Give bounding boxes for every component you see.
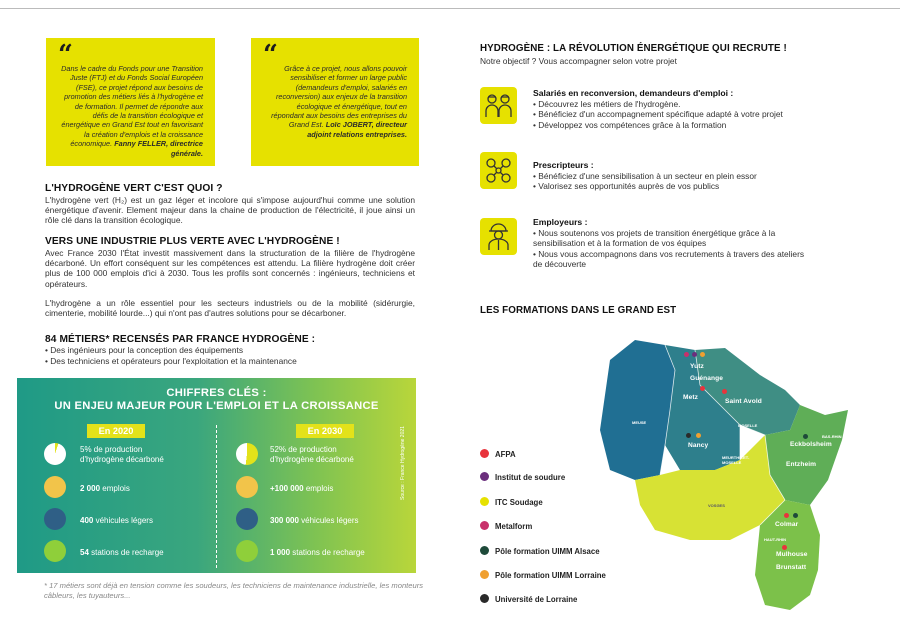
list-item: • Des ingénieurs pour la conception des équipements <box>45 345 244 355</box>
right-title: HYDROGÈNE : LA RÉVOLUTION ÉNERGÉTIQUE QUI RECRUTE ! <box>480 43 787 54</box>
map-marker <box>722 389 727 394</box>
stat-stations-2020: 54 stations de recharge <box>80 548 164 557</box>
quote-text: Grâce à ce projet, nous allons pouvoir sensibiliser et former un large public (demandeurs d'emploi, salariés en reconversion) aux enjeux de la transition écologique et énergétique, tout en répondant aux besoins des entreprises du Grand Est. <box>271 64 407 130</box>
para-france-2030: Avec France 2030 l'État investit massivement dans la structuration de la filière de l'hydrogène décarboné. Un effort conséquent sur les compétences est attendu. La filière hydrogène doit créer plus de 100 000 emplois d'ici à 2030. Tous les profils sont concernés : ingénieurs, techniciens et opérateurs. <box>45 248 415 289</box>
category-list <box>533 171 757 192</box>
list-item: • Développez vos compétences grâce à la formation <box>533 119 727 130</box>
year-badge-2020: En 2020 <box>87 424 145 438</box>
city-label: Saint Avold <box>725 398 762 405</box>
dept-label: BAS-RHIN <box>822 434 842 439</box>
dept-label: MEURTHE-ET-MOSELLE <box>722 455 750 465</box>
city-label: Colmar <box>775 521 799 528</box>
employer-icon <box>480 218 517 255</box>
category-title: Prescripteurs : <box>533 160 594 170</box>
grand-est-map <box>590 330 860 620</box>
city-label: Nancy <box>688 442 709 449</box>
city-label: Brunstatt <box>776 564 807 571</box>
list-item: • Nous vous accompagnons dans vos recrutements à travers des ateliers <box>533 248 805 259</box>
map-marker <box>686 433 691 438</box>
dept-label: VOSGES <box>708 503 725 508</box>
legend-item-universite-lorraine: Université de Lorraine <box>480 594 577 605</box>
quote-author: Loïc JOBERT, directeur adjoint relations entreprises. <box>307 120 407 139</box>
car-icon <box>236 508 258 530</box>
legend-item-itc-soudage: ITC Soudage <box>480 497 543 508</box>
list-item: sensibilisation et à la formation de vos équipes <box>533 238 707 249</box>
list-item: de découverte <box>533 259 587 270</box>
stat-vehicles-2030: 300 000 véhicules légers <box>270 516 359 525</box>
list-item: • Nous soutenons vos projets de transition énergétique grâce à la <box>533 228 776 238</box>
workers-icon <box>480 87 517 124</box>
city-label: Yutz <box>690 363 704 370</box>
panel-title: CHIFFRES CLÉS : <box>166 387 267 399</box>
category-list <box>533 99 783 130</box>
charging-station-icon <box>236 540 258 562</box>
dept-label: MOSELLE <box>738 423 758 428</box>
charging-station-icon <box>44 540 66 562</box>
map-marker <box>793 513 798 518</box>
para-role-essentiel: L'hydrogène a un rôle essentiel pour les secteurs industriels ou de la mobilité (sidérurgie, cimenterie, mobilité lourde...) qui n'ont pas d'autres solutions pour se décarboner. <box>45 298 415 319</box>
formations-title: LES FORMATIONS DANS LE GRAND EST <box>480 305 677 316</box>
stat-jobs-2020: 2 000 emplois <box>80 484 130 493</box>
heading-hydrogene-vert: L'HYDROGÈNE VERT C'EST QUOI ? <box>45 183 223 194</box>
metiers-list <box>45 345 297 366</box>
stat-jobs-2030: +100 000 emplois <box>270 484 334 493</box>
legend-item-afpa: AFPA <box>480 449 516 460</box>
top-rule <box>0 8 900 9</box>
category-list <box>533 228 804 270</box>
list-item: • Découvrez les métiers de l'hydrogène. <box>533 99 681 109</box>
legend-item-metalform: Metalform <box>480 521 532 532</box>
network-icon <box>480 152 517 189</box>
city-label: Mulhouse <box>776 551 808 558</box>
heading-industrie-verte: VERS UNE INDUSTRIE PLUS VERTE AVEC L'HYDROGÈNE ! <box>45 236 340 247</box>
dept-label: MEUSE <box>632 420 647 425</box>
para-hydrogene-vert: L'hydrogène vert (H₂) est un gaz léger et incolore qui s'impose aujourd'hui comme une solution énergétique d'avenir. Element majeur dans la chaine de production de l'électricité, il joue ainsi un rôle clé dans la transition écologique. <box>45 195 415 226</box>
quote-box-director <box>46 38 215 166</box>
category-title: Salariés en reconversion, demandeurs d'emploi : <box>533 88 734 98</box>
legend-item-uimm-lorraine: Pôle formation UIMM Lorraine <box>480 570 606 581</box>
map-marker <box>784 513 789 518</box>
map-marker <box>692 352 697 357</box>
footnote: * 17 métiers sont déjà en tension comme les soudeurs, les techniciens de maintenance industrielle, les monteurs câbleurs, les tuyauteurs... <box>44 581 424 600</box>
list-item: • Bénéficiez d'une sensibilisation à un secteur en plein essor <box>533 171 757 181</box>
car-icon <box>44 508 66 530</box>
pie-icon <box>44 443 66 465</box>
list-item: • Valorisez ses opportunités auprès de vos publics <box>533 181 720 192</box>
stat-production-2030: 52% de production d'hydrogène décarboné <box>270 445 354 464</box>
stat-stations-2030: 1 000 stations de recharge <box>270 548 365 557</box>
pie-icon <box>236 443 258 465</box>
city-label: Eckbolsheim <box>790 441 832 448</box>
city-label: Metz <box>683 394 699 401</box>
category-title: Employeurs : <box>533 217 588 227</box>
list-item: • Bénéficiez d'un accompagnement spécifique adapté à votre projet <box>533 109 783 120</box>
city-label: Entzheim <box>786 461 817 468</box>
legend-item-uimm-alsace: Pôle formation UIMM Alsace <box>480 546 600 557</box>
dept-label: HAUT-RHIN <box>764 537 786 542</box>
source-note: Source : France Hydrogène 2021 <box>400 426 406 500</box>
year-badge-2030: En 2030 <box>296 424 354 438</box>
stat-vehicles-2020: 400 véhicules légers <box>80 516 153 525</box>
column-divider <box>216 425 217 568</box>
map-marker <box>803 434 808 439</box>
panel-subtitle: UN ENJEU MAJEUR POUR L'EMPLOI ET LA CROISSANCE <box>54 400 379 412</box>
workers-icon <box>236 476 258 498</box>
quote-mark-icon: “ <box>58 40 73 70</box>
quote-mark-icon: “ <box>263 40 278 70</box>
heading-84-metiers: 84 MÉTIERS* RECENSÉS PAR FRANCE HYDROGÈNE : <box>45 334 316 345</box>
stat-production-2020: 5% de production d'hydrogène décarboné <box>80 445 164 464</box>
map-marker <box>696 433 701 438</box>
list-item: • Des techniciens et opérateurs pour l'exploitation et la maintenance <box>45 355 297 366</box>
legend-item-institut-soudure: Institut de soudure <box>480 472 565 483</box>
map-marker <box>782 545 787 550</box>
map-marker <box>700 352 705 357</box>
map-marker <box>684 352 689 357</box>
map-marker <box>700 386 705 391</box>
quote-text: Dans le cadre du Fonds pour une Transition Juste (FTJ) et du Fonds Social Européen (FSE), ce projet répond aux besoins de promotion des métiers liés à l'hydrogène et de formation. Il permet de répondre aux défis de la transition écologique et énergétique en Grand Est tout en favorisant la création d'emplois et la croissance économique. <box>61 64 203 149</box>
quote-box-relations <box>251 38 419 166</box>
quote-author: Fanny FELLER, directrice générale. <box>114 139 203 158</box>
workers-icon <box>44 476 66 498</box>
right-subtitle: Notre objectif ? Vous accompagner selon votre projet <box>480 56 677 66</box>
city-label: Guénange <box>690 375 724 382</box>
